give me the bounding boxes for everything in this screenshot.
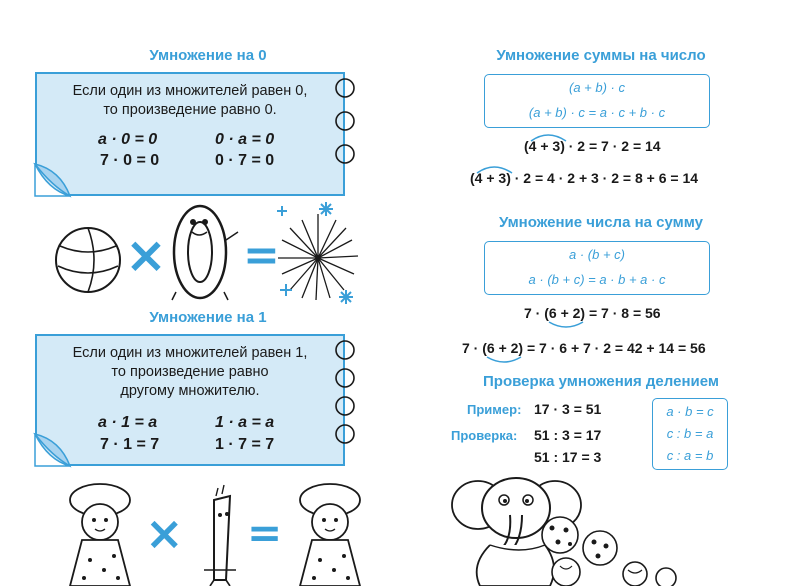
- number-by-sum-box-line-1: a · (b + c): [569, 247, 625, 262]
- zero-formula-07: 0 · 7 = 0: [215, 152, 275, 169]
- zero-formula-0a: 0 · a = 0: [215, 131, 275, 148]
- times-sign-2: ×: [145, 506, 184, 560]
- zero-formula-a0: a · 0 = 0: [98, 131, 158, 148]
- equals-sign: =: [243, 230, 280, 281]
- zero-formula-70: 7 · 0 = 0: [100, 152, 160, 169]
- zero-section-title: Умножение на 0: [149, 47, 267, 64]
- number-by-sum-box-line-2: a · (b + c) = a · b + a · c: [528, 272, 666, 287]
- check-expression-2: 51 : 17 = 3: [534, 449, 602, 465]
- check-rule-2: c : b = a: [666, 426, 714, 441]
- check-label: Проверка:: [451, 428, 518, 443]
- sum-by-number-example-1: (4 + 3) · 2 = 7 · 2 = 14: [524, 138, 661, 154]
- one-formula-a1: a · 1 = a: [98, 414, 158, 431]
- sum-by-number-box-line-2: (a + b) · c = a · c + b · c: [528, 105, 666, 120]
- number-by-sum-example-1: 7 · (6 + 2) = 7 · 8 = 56: [524, 305, 661, 321]
- sum-by-number-title: Умножение суммы на число: [496, 47, 706, 64]
- number-by-sum-example-2: 7 · (6 + 2) = 7 · 6 + 7 · 2 = 42 + 14 = 56: [462, 340, 706, 356]
- one-rule-line-2: то произведение равно: [111, 364, 269, 380]
- equals-sign-2: =: [247, 508, 283, 557]
- times-sign: ×: [125, 226, 167, 284]
- zero-rule-line-1: Если один из множителей равен 0,: [72, 83, 308, 99]
- one-rule-line-1: Если один из множителей равен 1,: [72, 345, 308, 361]
- check-rule-3: c : a = b: [666, 448, 714, 463]
- zero-rule-line-2: то произведение равно 0.: [103, 102, 277, 118]
- number-by-sum-title: Умножение числа на сумму: [499, 214, 703, 231]
- one-formula-17: 1 · 7 = 7: [215, 436, 275, 453]
- sum-by-number-example-2: (4 + 3) · 2 = 4 · 2 + 3 · 2 = 8 + 6 = 14: [470, 170, 699, 186]
- one-rule-line-3: другому множителю.: [120, 383, 260, 399]
- one-formula-71: 7 · 1 = 7: [100, 436, 160, 453]
- example-expression: 17 · 3 = 51: [534, 401, 602, 417]
- check-expression-1: 51 : 3 = 17: [534, 427, 602, 443]
- sum-by-number-box-line-1: (a + b) · c: [569, 80, 625, 95]
- check-title: Проверка умножения делением: [483, 373, 719, 390]
- one-section-title: Умножение на 1: [149, 309, 267, 326]
- check-rule-1: a · b = c: [666, 404, 714, 419]
- one-formula-1a: 1 · a = a: [215, 414, 275, 431]
- example-label: Пример:: [467, 402, 522, 417]
